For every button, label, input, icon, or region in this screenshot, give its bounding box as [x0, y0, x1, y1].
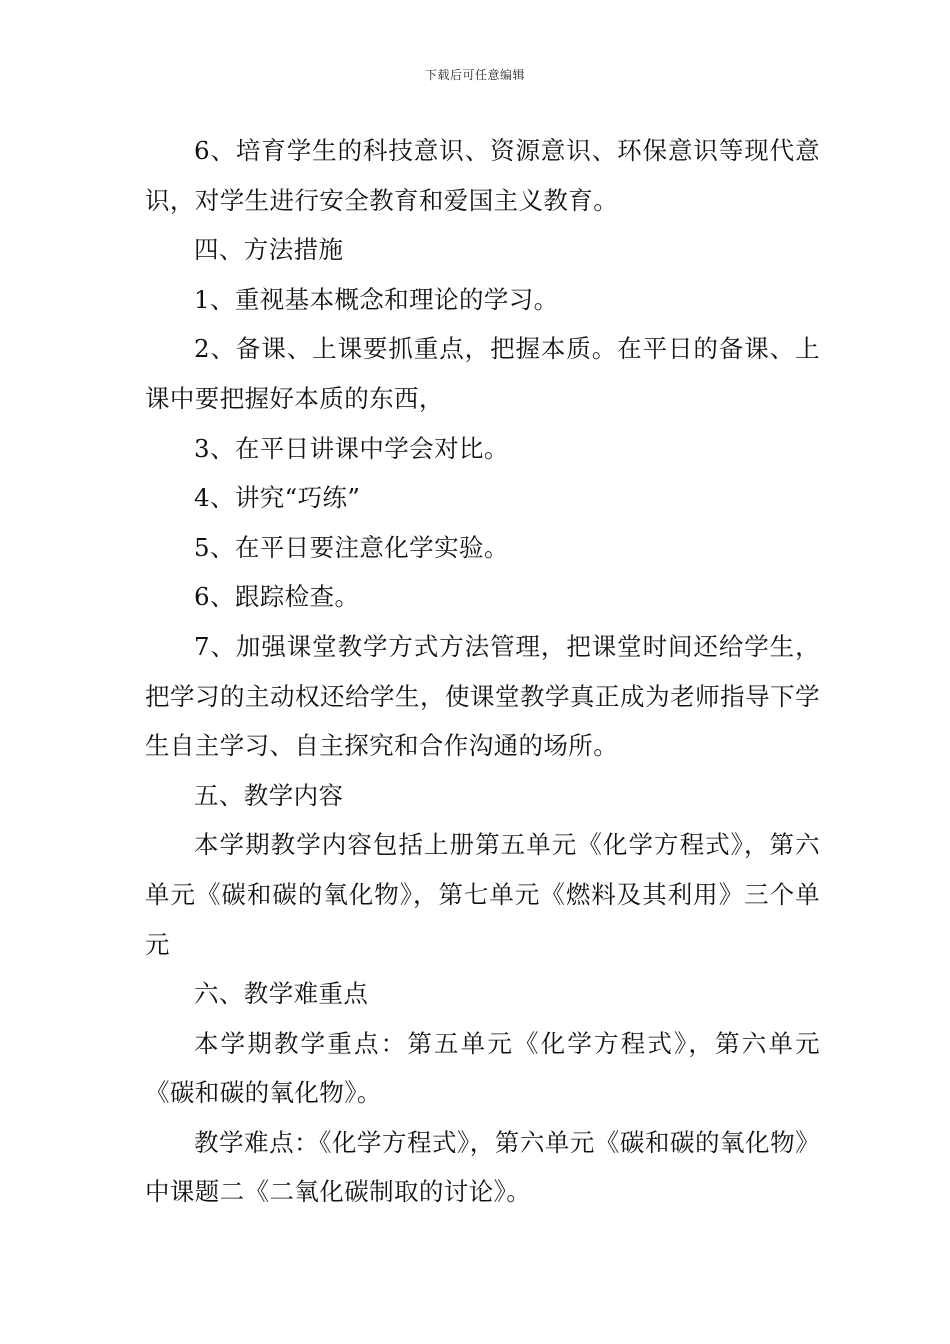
- document-body: [145, 126, 820, 1217]
- page-header-note: 下载后可任意编辑: [424, 68, 525, 82]
- paragraph-method-3: 3、在平日讲课中学会对比。: [194, 433, 509, 463]
- paragraph-method-1: 1、重视基本概念和理论的学习。: [194, 284, 559, 314]
- section-heading-methods: 四、方法措施: [194, 235, 344, 265]
- paragraph-key-points: 本学期教学重点：第五单元《化学方程式》，第六单元《碳和碳的氧化物》。: [145, 1028, 820, 1108]
- section-heading-content: 五、教学内容: [194, 780, 344, 810]
- paragraph-method-7: 7、加强课堂教学方式方法管理，把课堂时间还给学生，把学习的主动权还给学生，使课堂教学真正成为老师指导下学生自主学习、自主探究和合作沟通的场所。: [145, 631, 820, 761]
- paragraph-content: 本学期教学内容包括上册第五单元《化学方程式》，第六单元《碳和碳的氧化物》，第七单元《燃料及其利用》三个单元: [145, 830, 820, 959]
- paragraph-method-6: 6、跟踪检查。: [194, 582, 360, 612]
- paragraph-goal-6: 6、培育学生的科技意识、资源意识、环保意识等现代意识，对学生进行安全教育和爱国主义教育。: [145, 136, 820, 215]
- paragraph-method-2: 2、备课、上课要抓重点，把握本质。在平日的备课、上课中要把握好本质的东西，: [145, 334, 820, 413]
- paragraph-method-4: 4、讲究“巧练”: [194, 483, 361, 513]
- paragraph-method-5: 5、在平日要注意化学实验。: [194, 532, 509, 562]
- paragraph-difficulties: 教学难点：《化学方程式》，第六单元《碳和碳的氧化物》中课题二《二氧化碳制取的讨论》。: [145, 1127, 820, 1207]
- section-heading-key-points: 六、教学难重点: [194, 979, 369, 1009]
